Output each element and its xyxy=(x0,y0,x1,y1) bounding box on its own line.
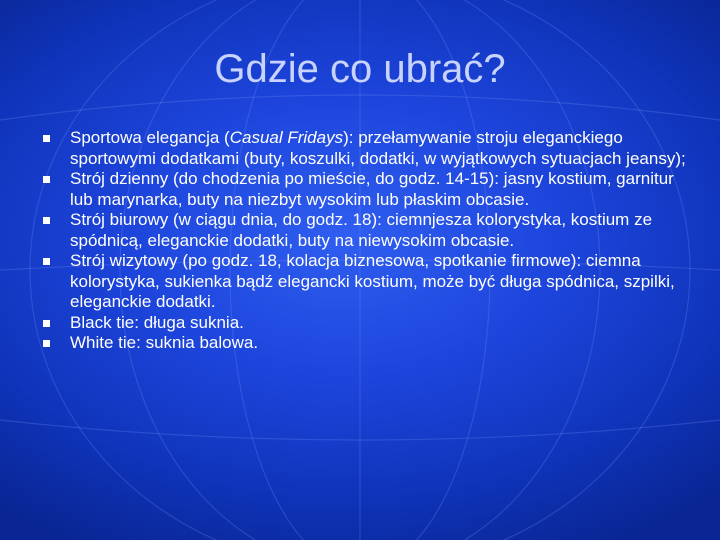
square-bullet-icon xyxy=(43,258,50,265)
bullet-text: Strój biurowy (w ciągu dnia, do godz. 18): ciemnjesza kolorystyka, kostium ze spódnicą, eleganckie dodatki, buty na niewysokim obcasie. xyxy=(70,210,653,250)
slide-title: Gdzie co ubrać? xyxy=(214,47,506,91)
bullet-text: Black tie: długa suknia. xyxy=(70,312,244,332)
list-item xyxy=(40,128,690,169)
bullet-list xyxy=(40,128,690,354)
square-bullet-icon xyxy=(43,340,50,347)
bullet-text: White tie: suknia balowa. xyxy=(70,333,259,352)
square-bullet-icon xyxy=(43,217,50,224)
bullet-text-cont: ): przełamywanie stroju eleganckiego sportowymi dodatkami (buty, koszulki, dodatki, w wyjątkowych sytuacjach jeansy); xyxy=(70,128,686,168)
list-item xyxy=(40,251,690,313)
list-item xyxy=(40,169,690,210)
bullet-text: Sportowa elegancja ( xyxy=(70,128,230,147)
bullet-text: Strój wizytowy (po godz. 18, kolacja biznesowa, spotkanie firmowe): ciemna kolorystyka, sukienka bądź elegancki kostium, może być długa spódnica, szpilki, eleganckie dodatki. xyxy=(70,251,675,311)
square-bullet-icon xyxy=(43,320,50,327)
square-bullet-icon xyxy=(43,176,50,183)
square-bullet-icon xyxy=(43,135,50,142)
list-item xyxy=(40,333,690,354)
list-item xyxy=(40,313,690,334)
bullet-italic-text: Casual Fridays xyxy=(229,128,344,147)
bullet-text: Strój dzienny (do chodzenia po mieście, do godz. 14-15): jasny kostium, garnitur lub marynarka, buty na niezbyt wysokim lub płaskim obcasie. xyxy=(70,169,674,209)
list-item xyxy=(40,210,690,251)
